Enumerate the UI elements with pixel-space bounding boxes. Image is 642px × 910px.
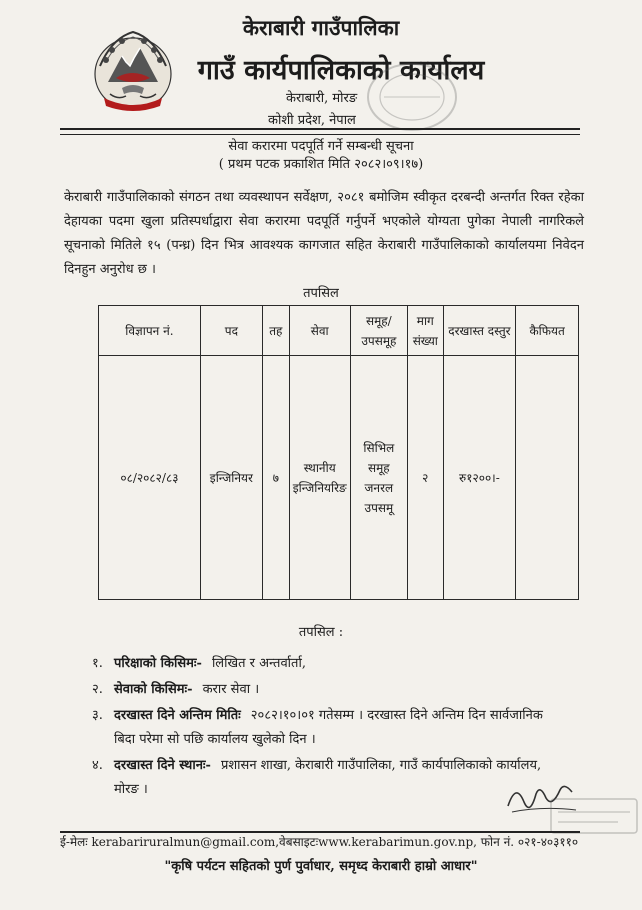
item-number: १. [92, 656, 103, 671]
col-group: समूह/ उपसमूह [350, 306, 407, 356]
item-value: लिखित र अन्तर्वार्ता, [211, 656, 306, 671]
notice-publish-date: ( प्रथम पटक प्रकाशित मिति २०८२।०९।१७) [218, 157, 424, 172]
item-value: २०८२।१०।०१ गतेसम्म । दरखास्त दिने अन्तिम दिन सार्वजानिक [250, 708, 543, 723]
cell-post: इन्जिनियर [200, 356, 262, 600]
vacancy-table [98, 305, 579, 600]
table-caption: तपसिल [303, 286, 339, 301]
item-number: ३. [92, 708, 103, 723]
office-stamp-icon [364, 60, 460, 134]
col-ad-no: विज्ञापन नं. [99, 306, 201, 356]
col-level: तह [262, 306, 289, 356]
cell-level: ७ [262, 356, 289, 600]
address-line-1: केराबारी, मोरङ [286, 91, 358, 106]
item-value: करार सेवा । [202, 682, 260, 697]
item-label: दरखास्त दिने स्थानः- [114, 758, 211, 773]
item-number: २. [92, 682, 103, 697]
item-label: परिक्षाको किसिमः- [114, 656, 202, 671]
municipality-name: केराबारी गाउँपालिका [242, 15, 400, 40]
col-post: पद [200, 306, 262, 356]
item-value: प्रशासन शाखा, केराबारी गाउँपालिका, गाउँ कार्यपालिकाको कार्यालय, [220, 758, 542, 773]
table-header-row [99, 306, 579, 356]
item-number: ४. [92, 758, 103, 773]
cell-ad-no: ०८/२०८२/८३ [99, 356, 201, 600]
cell-remarks [516, 356, 579, 600]
cell-fee: रु१२००।- [443, 356, 516, 600]
cell-service: स्थानीय इन्जिनियरिङ [289, 356, 350, 600]
col-fee: दरखास्त दस्तुर [443, 306, 516, 356]
header-divider [60, 128, 580, 135]
cell-group: सिभिल समूह जनरल उपसमू [350, 356, 407, 600]
notice-title: सेवा करारमा पदपूर्ति गर्ने सम्बन्धी सूचना [228, 139, 414, 154]
office-name: गाउँ कार्यपालिकाको कार्यालय [197, 55, 485, 86]
item-label: दरखास्त दिने अन्तिम मितिः [114, 708, 241, 723]
cell-demand: २ [408, 356, 443, 600]
address-line-2: कोशी प्रदेश, नेपाल [268, 113, 356, 128]
table-row [99, 356, 579, 600]
footer-slogan: "कृषि पर्यटन सहितको पुर्ण पुर्वाधार, समृध्द केराबारी हाम्रो आधार" [164, 859, 478, 874]
col-service: सेवा [289, 306, 350, 356]
notice-body: केराबारी गाउँपालिकाको संगठन तथा व्यवस्थापन सर्वेक्षण, २०८१ बमोजिम स्वीकृत दरबन्दी अन्तर्गत रिक्त रहेका देहायका पदमा खुला प्रतिस्पर्धाद्वारा सेवा करारमा पदपूर्ति गर्नुपर्ने भएकोले योग्यता पुगेका नेपाली नागरिकले सूचनाको मितिले १५ (पन्ध्र) दिन भित्र आवश्यक कागजात सहित केराबारी गाउँपालिकाको कार्यालयमा निवेदन दिनहुन अनुरोध छ । [64, 190, 584, 277]
item-continuation: बिदा परेमा सो पछि कार्यालय खुलेको दिन । [114, 732, 316, 747]
col-remarks: कैफियत [516, 306, 579, 356]
schedule-caption: तपसिल : [298, 625, 344, 640]
item-label: सेवाको किसिमः- [114, 682, 193, 697]
officer-stamp-icon [548, 796, 640, 836]
footer-contact: ई-मेलः kerabariruralmun@gmail.com,वेबसाइटःwww.kerabarimun.gov.np, फोन नं. ०२१-४०३११० [60, 835, 579, 849]
item-continuation: मोरङ । [114, 782, 148, 797]
col-demand: माग संख्या [408, 306, 443, 356]
